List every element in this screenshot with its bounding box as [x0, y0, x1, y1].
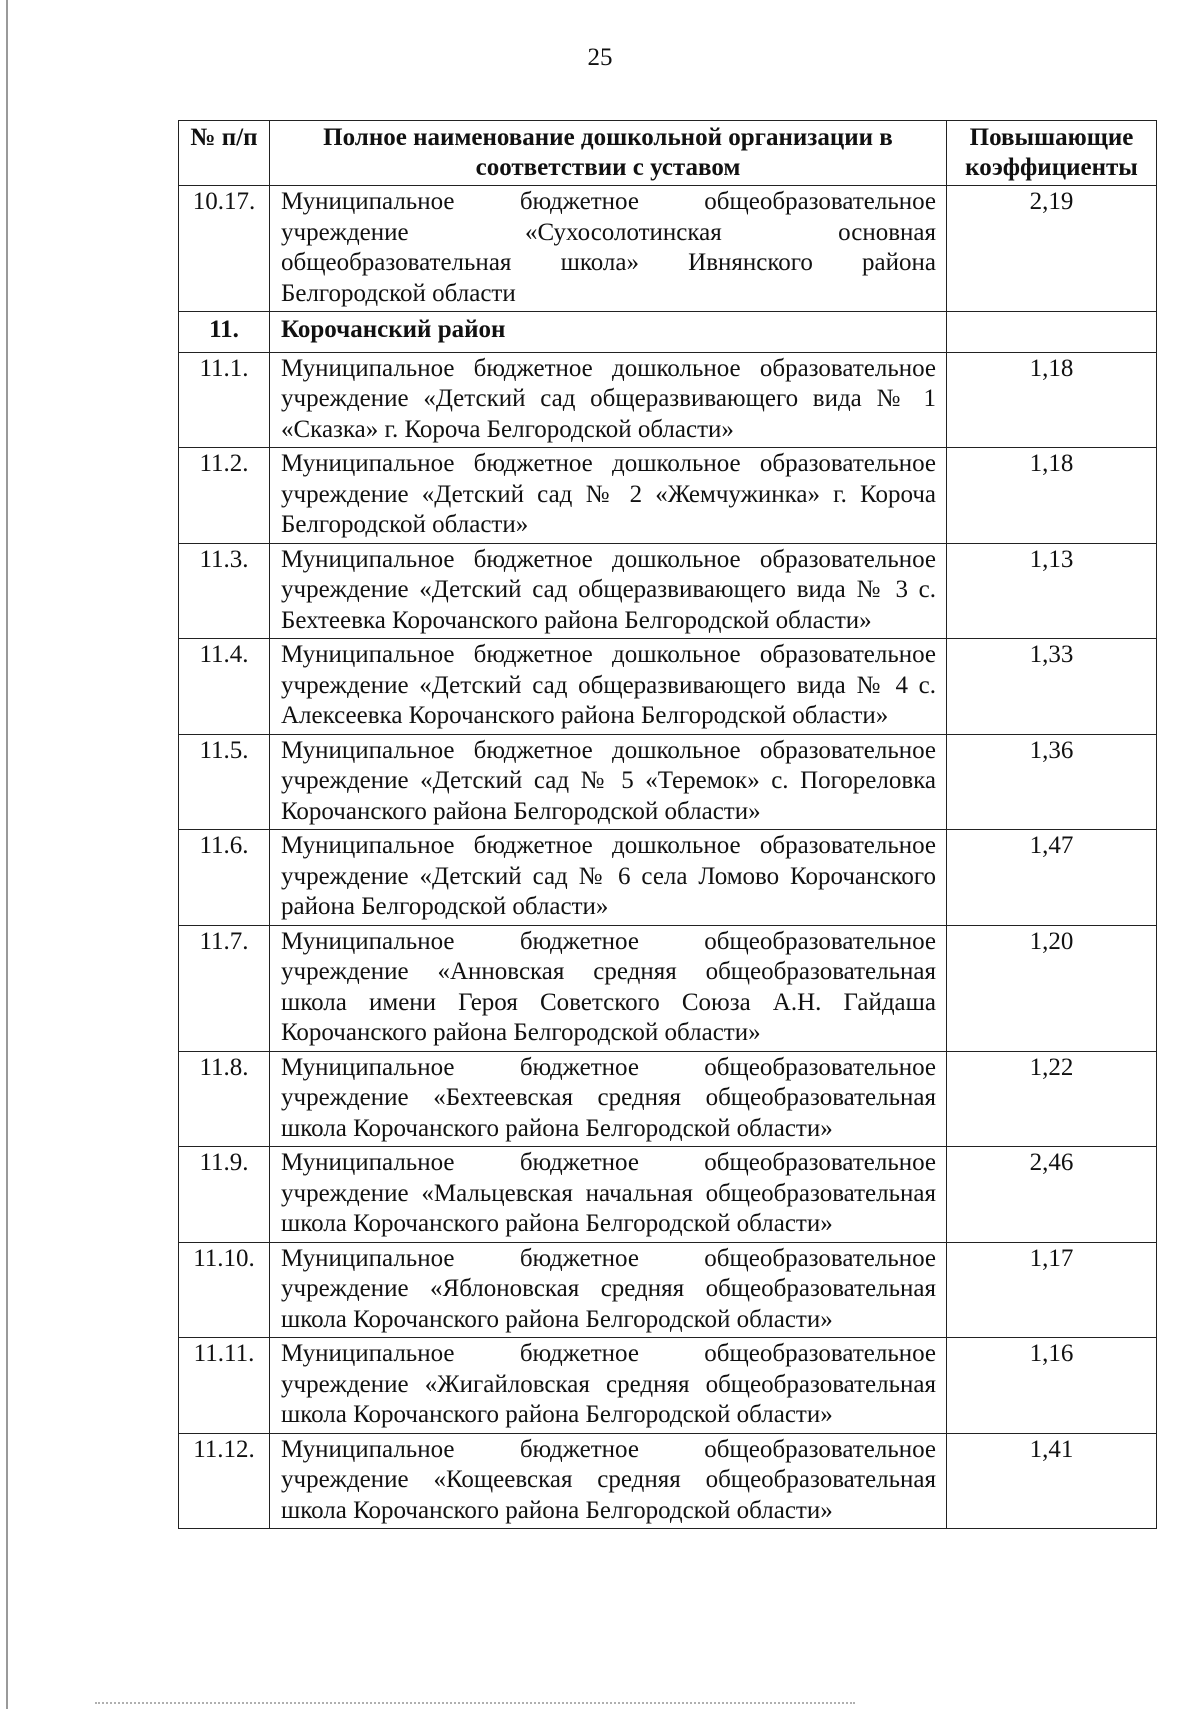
header-name: Полное наименование дошкольной организации в соответствии с уставом	[270, 121, 947, 186]
table-row	[179, 1147, 1157, 1243]
row-coefficient: 1,22	[947, 1051, 1157, 1147]
row-number: 11.6.	[179, 830, 270, 926]
row-number: 11.10.	[179, 1242, 270, 1338]
row-coefficient: 1,33	[947, 639, 1157, 735]
row-name: Муниципальное бюджетное общеобразовательное учреждение «Яблоновская средняя общеобразовательная школа Корочанского района Белгородской области»	[270, 1242, 947, 1338]
header-number: № п/п	[179, 121, 270, 186]
section-number: 11.	[179, 312, 270, 353]
row-number: 11.11.	[179, 1338, 270, 1434]
scan-bottom-marks	[95, 1702, 855, 1706]
row-name: Муниципальное бюджетное дошкольное образовательное учреждение «Детский сад № 2 «Жемчужинка» г. Короча Белгородской области»	[270, 448, 947, 544]
row-number: 11.3.	[179, 543, 270, 639]
row-coefficient: 1,13	[947, 543, 1157, 639]
table-header-row	[179, 121, 1157, 186]
table-row	[179, 830, 1157, 926]
row-coefficient: 1,47	[947, 830, 1157, 926]
table-row	[179, 639, 1157, 735]
table-row	[179, 1051, 1157, 1147]
row-coefficient: 1,16	[947, 1338, 1157, 1434]
row-coefficient: 2,19	[947, 186, 1157, 312]
row-coefficient: 1,36	[947, 734, 1157, 830]
table-row	[179, 734, 1157, 830]
row-number: 11.9.	[179, 1147, 270, 1243]
row-name: Муниципальное бюджетное дошкольное образовательное учреждение «Детский сад № 5 «Теремок» с. Погореловка Корочанского района Белгородской области»	[270, 734, 947, 830]
row-name: Муниципальное бюджетное дошкольное образовательное учреждение «Детский сад общеразвивающего вида № 3 с. Бехтеевка Корочанского района Белгородской области»	[270, 543, 947, 639]
section-coefficient-empty	[947, 312, 1157, 353]
row-coefficient: 1,17	[947, 1242, 1157, 1338]
coefficients-table	[178, 120, 1157, 1529]
row-name: Муниципальное бюджетное дошкольное образовательное учреждение «Детский сад общеразвивающего вида № 1 «Сказка» г. Короча Белгородской области»	[270, 352, 947, 448]
row-coefficient: 1,41	[947, 1433, 1157, 1529]
row-name: Муниципальное бюджетное дошкольное образовательное учреждение «Детский сад № 6 села Ломово Корочанского района Белгородской области»	[270, 830, 947, 926]
row-number: 11.5.	[179, 734, 270, 830]
header-coefficient: Повышающие коэффициенты	[947, 121, 1157, 186]
row-number: 10.17.	[179, 186, 270, 312]
row-number: 11.12.	[179, 1433, 270, 1529]
table-row	[179, 352, 1157, 448]
row-number: 11.2.	[179, 448, 270, 544]
row-name: Муниципальное бюджетное общеобразовательное учреждение «Анновская средняя общеобразовательная школа имени Героя Советского Союза А.Н. Гайдаша Корочанского района Белгородской области»	[270, 925, 947, 1051]
section-row	[179, 312, 1157, 353]
row-number: 11.8.	[179, 1051, 270, 1147]
table-row	[179, 186, 1157, 312]
table-row	[179, 1338, 1157, 1434]
row-name: Муниципальное бюджетное общеобразовательное учреждение «Сухосолотинская основная общеобразовательная школа» Ивнянского района Белгородской области	[270, 186, 947, 312]
row-number: 11.4.	[179, 639, 270, 735]
table-row	[179, 1433, 1157, 1529]
section-title: Корочанский район	[270, 312, 947, 353]
scan-edge-line	[6, 0, 8, 1709]
row-coefficient: 1,18	[947, 448, 1157, 544]
page-number: 25	[587, 44, 613, 71]
table-row	[179, 925, 1157, 1051]
table-row	[179, 1242, 1157, 1338]
row-name: Муниципальное бюджетное общеобразовательное учреждение «Кощеевская средняя общеобразовательная школа Корочанского района Белгородской области»	[270, 1433, 947, 1529]
row-coefficient: 2,46	[947, 1147, 1157, 1243]
table-row	[179, 543, 1157, 639]
row-coefficient: 1,18	[947, 352, 1157, 448]
row-name: Муниципальное бюджетное общеобразовательное учреждение «Бехтеевская средняя общеобразовательная школа Корочанского района Белгородской области»	[270, 1051, 947, 1147]
row-name: Муниципальное бюджетное общеобразовательное учреждение «Жигайловская средняя общеобразовательная школа Корочанского района Белгородской области»	[270, 1338, 947, 1434]
row-name: Муниципальное бюджетное общеобразовательное учреждение «Мальцевская начальная общеобразовательная школа Корочанского района Белгородской области»	[270, 1147, 947, 1243]
row-number: 11.7.	[179, 925, 270, 1051]
table-row	[179, 448, 1157, 544]
row-coefficient: 1,20	[947, 925, 1157, 1051]
row-name: Муниципальное бюджетное дошкольное образовательное учреждение «Детский сад общеразвивающего вида № 4 с. Алексеевка Корочанского района Белгородской области»	[270, 639, 947, 735]
row-number: 11.1.	[179, 352, 270, 448]
